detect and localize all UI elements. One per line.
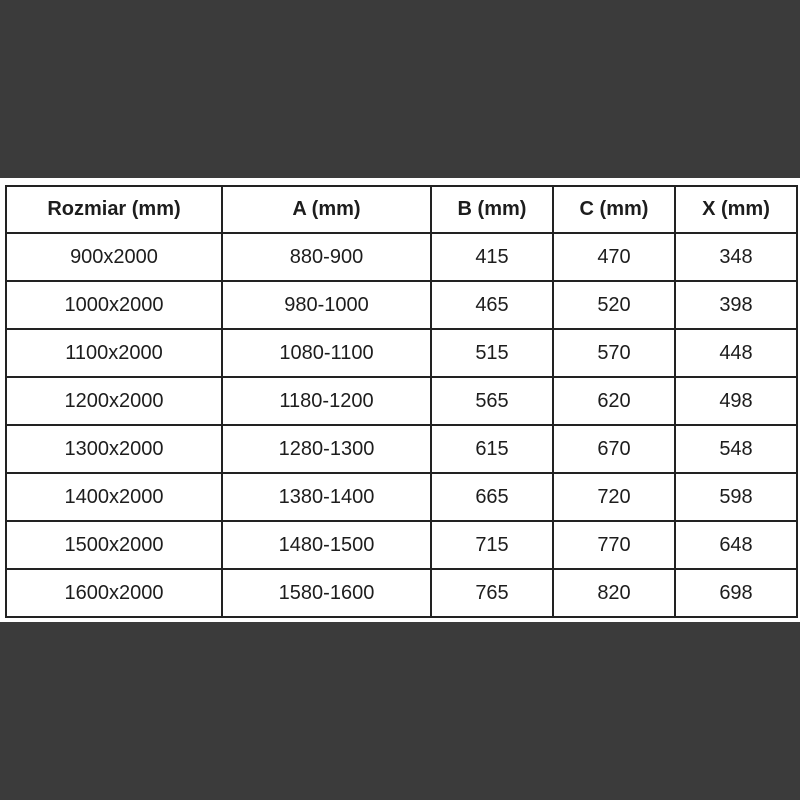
table-cell: 548 (675, 425, 797, 473)
table-cell: 665 (431, 473, 553, 521)
table-row (6, 473, 797, 521)
table-row (6, 329, 797, 377)
table-cell: 715 (431, 521, 553, 569)
table-cell: 1400x2000 (6, 473, 222, 521)
table-cell: 398 (675, 281, 797, 329)
table-cell: 1280-1300 (222, 425, 431, 473)
column-header: X (mm) (675, 186, 797, 233)
table-cell: 670 (553, 425, 675, 473)
table-cell: 1600x2000 (6, 569, 222, 617)
table-cell: 465 (431, 281, 553, 329)
column-header: B (mm) (431, 186, 553, 233)
table-cell: 1180-1200 (222, 377, 431, 425)
table-cell: 770 (553, 521, 675, 569)
table-row (6, 377, 797, 425)
table-cell: 520 (553, 281, 675, 329)
table-cell: 820 (553, 569, 675, 617)
table-cell: 620 (553, 377, 675, 425)
table-cell: 470 (553, 233, 675, 281)
table-row (6, 233, 797, 281)
size-table (5, 185, 798, 618)
table-cell: 648 (675, 521, 797, 569)
table-cell: 498 (675, 377, 797, 425)
table-row (6, 425, 797, 473)
table-cell: 1200x2000 (6, 377, 222, 425)
table-cell: 1380-1400 (222, 473, 431, 521)
column-header: Rozmiar (mm) (6, 186, 222, 233)
table-cell: 615 (431, 425, 553, 473)
table-cell: 565 (431, 377, 553, 425)
table-cell: 1480-1500 (222, 521, 431, 569)
table-body (6, 233, 797, 617)
table-header-row (6, 186, 797, 233)
table-cell: 880-900 (222, 233, 431, 281)
table-cell: 900x2000 (6, 233, 222, 281)
table-cell: 598 (675, 473, 797, 521)
table-cell: 698 (675, 569, 797, 617)
column-header: A (mm) (222, 186, 431, 233)
size-table-panel (0, 178, 800, 622)
table-cell: 1080-1100 (222, 329, 431, 377)
table-cell: 515 (431, 329, 553, 377)
column-header: C (mm) (553, 186, 675, 233)
table-cell: 1100x2000 (6, 329, 222, 377)
table-cell: 348 (675, 233, 797, 281)
table-cell: 765 (431, 569, 553, 617)
table-cell: 980-1000 (222, 281, 431, 329)
table-cell: 1300x2000 (6, 425, 222, 473)
table-row (6, 521, 797, 569)
table-cell: 1580-1600 (222, 569, 431, 617)
table-cell: 570 (553, 329, 675, 377)
table-cell: 1000x2000 (6, 281, 222, 329)
table-row (6, 569, 797, 617)
table-cell: 1500x2000 (6, 521, 222, 569)
table-cell: 720 (553, 473, 675, 521)
table-cell: 448 (675, 329, 797, 377)
table-cell: 415 (431, 233, 553, 281)
table-row (6, 281, 797, 329)
